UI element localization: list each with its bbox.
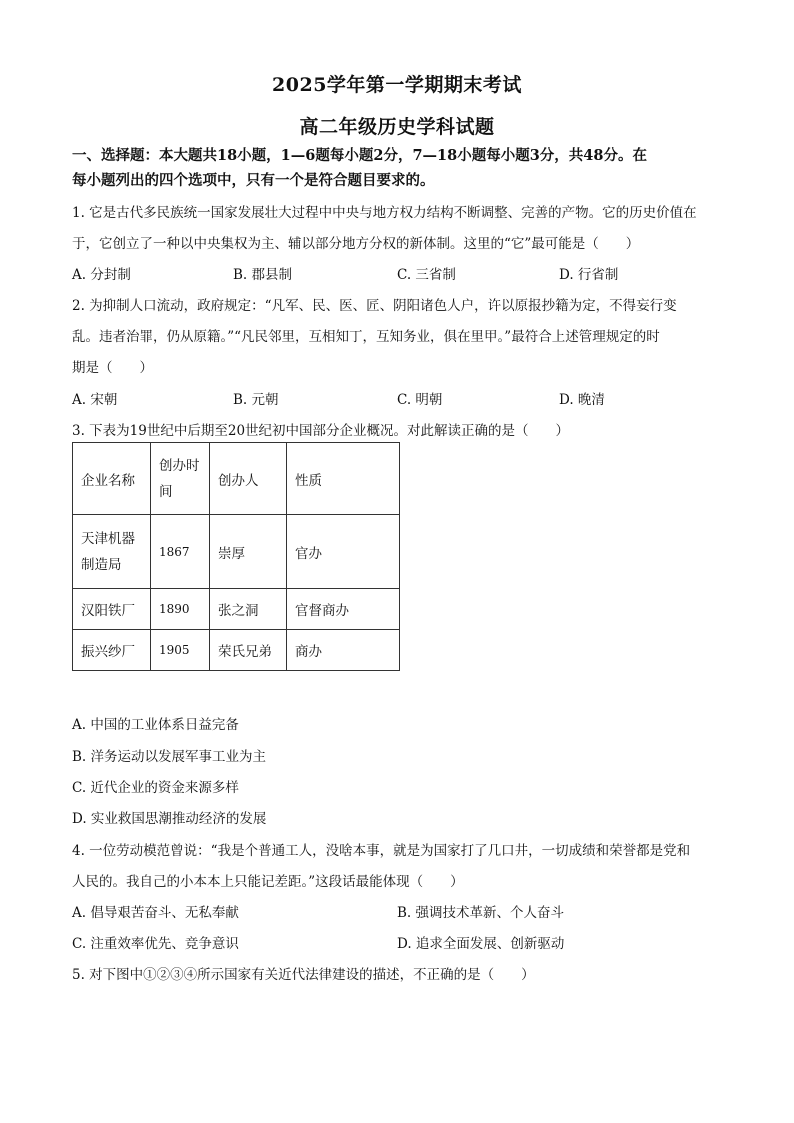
q2-option-a[interactable]: A. 宋朝 [72, 392, 118, 408]
table-header-cell: 创办人 [210, 443, 287, 515]
q4-option-b[interactable]: B. 强调技术革新、个人奋斗 [397, 905, 565, 921]
q2-option-c[interactable]: C. 明朝 [397, 392, 443, 408]
table-cell: 官督商办 [287, 589, 400, 630]
table-cell: 1905 [151, 630, 210, 671]
table-cell: 崇厚 [210, 515, 287, 589]
table-row [73, 630, 400, 671]
table-header-cell: 企业名称 [73, 443, 151, 515]
table-cell: 汉阳铁厂 [73, 589, 151, 630]
q3-option-a[interactable]: A. 中国的工业体系日益完备 [72, 717, 239, 733]
q1-option-a[interactable]: A. 分封制 [72, 267, 131, 283]
section-heading-line-1: 一、选择题：本大题共18小题，1—6题每小题2分，7—18小题每小题3分，共48分。在 [72, 147, 647, 164]
enterprise-table [72, 442, 400, 671]
q1-option-b[interactable]: B. 郡县制 [233, 267, 293, 283]
table-row [73, 589, 400, 630]
q2-option-b[interactable]: B. 元朝 [233, 392, 279, 408]
q3-option-c[interactable]: C. 近代企业的资金来源多样 [72, 780, 239, 796]
table-cell: 振兴纱厂 [73, 630, 151, 671]
q1-option-c[interactable]: C. 三省制 [397, 267, 456, 283]
table-cell: 天津机器制造局 [73, 515, 151, 589]
q5-stem-line-1: 5. 对下图中①②③④所示国家有关近代法律建设的描述，不正确的是（ ） [72, 967, 535, 983]
section-heading [72, 143, 732, 193]
table-cell: 官办 [287, 515, 400, 589]
q1-option-d[interactable]: D. 行省制 [559, 267, 619, 283]
q2-stem-line-3: 期是（ ） [72, 360, 153, 376]
section-heading-line-2: 每小题列出的四个选项中，只有一个是符合题目要求的。 [72, 172, 435, 189]
q4-option-d[interactable]: D. 追求全面发展、创新驱动 [397, 936, 565, 952]
q4-option-a[interactable]: A. 倡导艰苦奋斗、无私奉献 [72, 905, 239, 921]
table-row [73, 515, 400, 589]
exam-subtitle: 高二年级历史学科试题 [299, 116, 495, 138]
q2-stem-line-1: 2. 为抑制人口流动，政府规定：“凡军、民、医、匠、阴阳诸色人户，许以原报抄籍为定，不得妄行变 [72, 298, 677, 314]
q2-option-d[interactable]: D. 晚清 [559, 392, 605, 408]
table-header-cell: 性质 [287, 443, 400, 515]
q1-stem-line-1: 1. 它是古代多民族统一国家发展壮大过程中中央与地方权力结构不断调整、完善的产物。它的历史价值在 [72, 205, 697, 221]
table-cell: 1890 [151, 589, 210, 630]
q4-stem-line-1: 4. 一位劳动模范曾说：“我是个普通工人，没啥本事，就是为国家打了几口井，一切成绩和荣誉都是党和 [72, 843, 691, 859]
q1-stem-line-2: 于，它创立了一种以中央集权为主、辅以部分地方分权的新体制。这里的“它”最可能是（ ） [72, 236, 640, 252]
q3-option-d[interactable]: D. 实业救国思潮推动经济的发展 [72, 811, 267, 827]
table-cell: 荣氏兄弟 [210, 630, 287, 671]
q4-stem-line-2: 人民的。我自己的小本本上只能记差距。”这段话最能体现（ ） [72, 874, 464, 890]
q2-stem-line-2: 乱。违者治罪，仍从原籍。”“凡民邻里，互相知丁，互知务业，俱在里甲。”最符合上述管理规定的时 [72, 329, 660, 345]
q3-option-b[interactable]: B. 洋务运动以发展军事工业为主 [72, 749, 267, 765]
table-cell: 张之洞 [210, 589, 287, 630]
table-cell: 商办 [287, 630, 400, 671]
q4-option-c[interactable]: C. 注重效率优先、竞争意识 [72, 936, 239, 952]
q3-stem-line-1: 3. 下表为19世纪中后期至20世纪初中国部分企业概况。对此解读正确的是（ ） [72, 423, 570, 439]
table-cell: 1867 [151, 515, 210, 589]
exam-title: 2025学年第一学期期末考试 [272, 74, 522, 96]
table-header-row [73, 443, 400, 515]
table-header-cell: 创办时间 [151, 443, 210, 515]
